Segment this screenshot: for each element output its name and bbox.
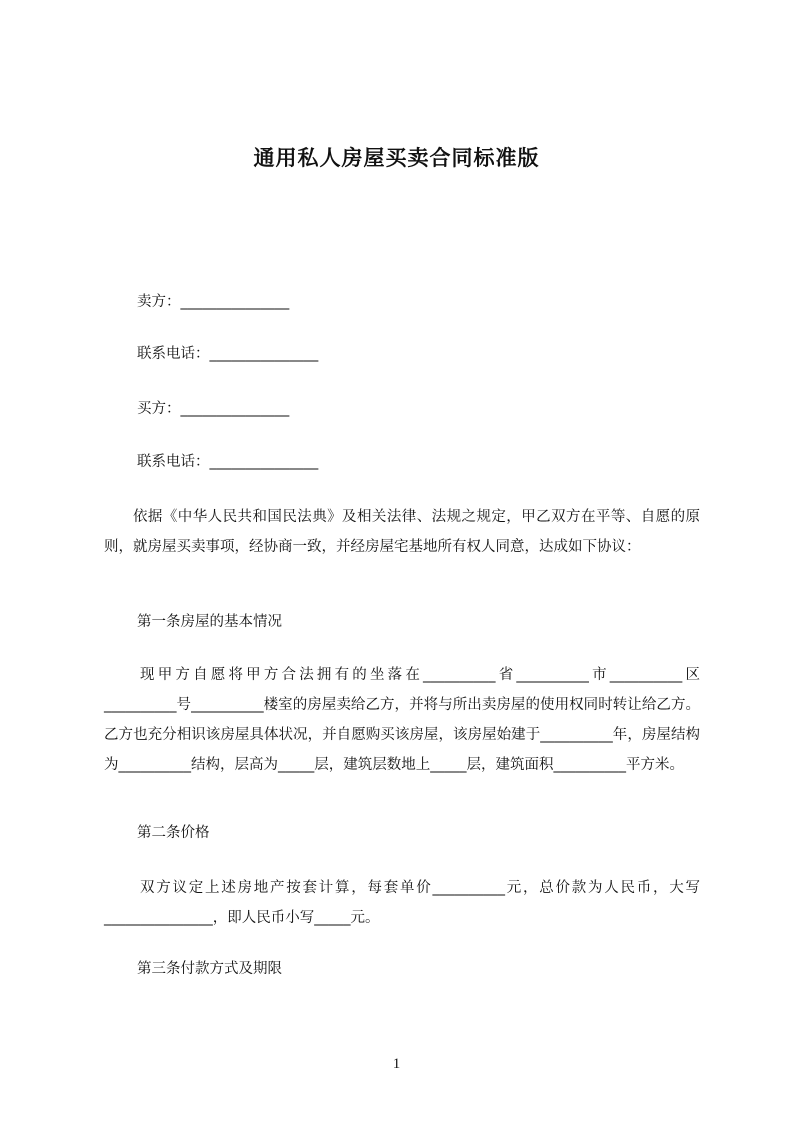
article3-heading: 第三条付款方式及期限 [137, 961, 282, 977]
article1-heading: 第一条房屋的基本情况 [137, 614, 282, 630]
article2-heading: 第二条价格 [137, 825, 210, 841]
buyer-field: 买方：_______________ [137, 401, 290, 417]
intro-paragraph: 依据《中华人民共和国民法典》及相关法律、法规之规定，甲乙双方在平等、自愿的原则，就房屋买卖事项，经协商一致，并经房屋宅基地所有权人同意，达成如下协议： [104, 509, 700, 555]
article2-body: 双方议定上述房地产按套计算，每套单价__________元，总价款为人民币，大写_______________，即人民币小写_____元。 [104, 880, 700, 926]
document-title: 通用私人房屋买卖合同标准版 [253, 146, 540, 170]
article1-body: 现甲方自愿将甲方合法拥有的坐落在__________省__________市__________区__________号__________楼室的房屋卖给乙方，并将与所出卖房屋的使用权同时转让给乙方。乙方也充分相识该房屋具体状况，并自愿购买该房屋，该房屋始建于__________年，房屋结构为__________结构，层高为_____层，建筑层数地上_____层，建筑面积__________平方米。 [104, 667, 700, 773]
buyer-phone-field: 联系电话：_______________ [137, 454, 319, 470]
page-number: 1 [392, 1056, 401, 1072]
seller-field: 卖方：_______________ [137, 294, 290, 310]
seller-phone-field: 联系电话：_______________ [137, 346, 319, 362]
